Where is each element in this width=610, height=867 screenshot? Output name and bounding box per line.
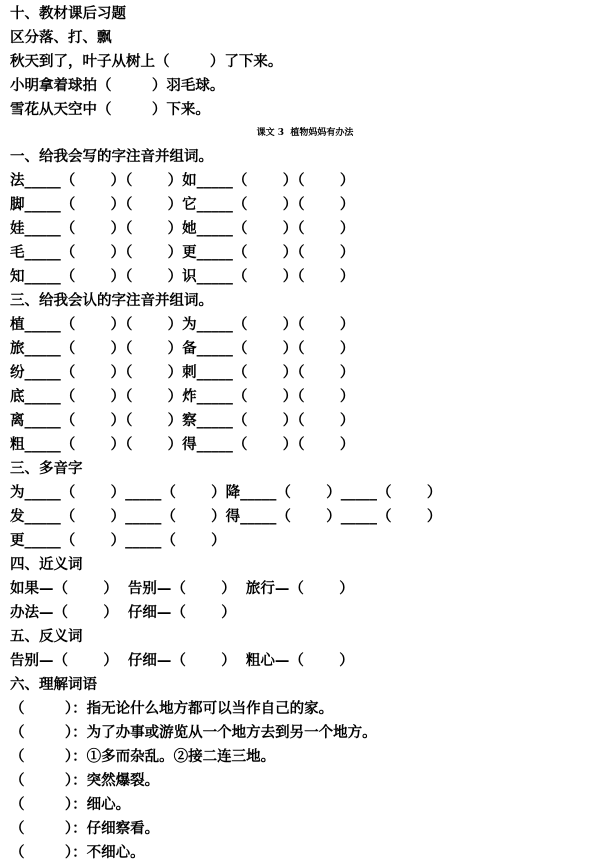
exercise-line: 离_____（ ）（ ）察_____（ ）（ ）	[10, 412, 355, 429]
exercise-line: 旅_____（ ）（ ）备_____（ ）（ ）	[10, 340, 355, 357]
exercise-line: （ ）：细心。	[10, 796, 131, 813]
exercise-line: 纷_____（ ）（ ）刺_____（ ）（ ）	[10, 364, 355, 381]
exercise-title: 区分落、打、飘	[10, 29, 112, 46]
section-heading: 五、反义词	[10, 628, 83, 645]
exercise-line: （ ）：指无论什么地方都可以当作自己的家。	[10, 700, 334, 717]
section-heading: 一、给我会写的字注音并组词。	[10, 148, 213, 165]
exercise-line: 更_____（ ）_____（ ）	[10, 532, 226, 549]
exercise-line: 脚_____（ ）（ ）它_____（ ）（ ）	[10, 196, 355, 213]
exercise-line: 如果—（ ） 告别—（ ） 旅行—（ ）	[10, 580, 354, 597]
exercise-line: 知_____（ ）（ ）识_____（ ）（ ）	[10, 268, 355, 285]
exercise-line: 秋天到了，叶子从树上（ ）了下来。	[10, 53, 283, 70]
exercise-line: 办法—（ ） 仔细—（ ）	[10, 604, 236, 621]
section-heading: 三、给我会认的字注音并组词。	[10, 292, 213, 309]
exercise-line: 为_____（ ）_____（ ）降_____（ ）_____（ ）	[10, 484, 442, 501]
exercise-line: （ ）：仔细察看。	[10, 820, 160, 837]
exercise-line: 底_____（ ）（ ）炸_____（ ）（ ）	[10, 388, 355, 405]
section-heading: 三、多音字	[10, 460, 83, 477]
section-heading: 十、教材课后习题	[10, 5, 126, 22]
exercise-line: 告别—（ ） 仔细—（ ） 粗心—（ ）	[10, 652, 354, 669]
exercise-line: （ ）：突然爆裂。	[10, 772, 160, 789]
exercise-line: 粗_____（ ）（ ）得_____（ ）（ ）	[10, 436, 355, 453]
exercise-line: 法_____（ ）（ ）如_____（ ）（ ）	[10, 172, 355, 189]
section-heading: 六、理解词语	[10, 676, 97, 693]
exercise-line: （ ）：不细心。	[10, 844, 145, 861]
exercise-line: 小明拿着球拍（ ）羽毛球。	[10, 77, 225, 94]
section-heading: 四、近义词	[10, 556, 83, 573]
exercise-line: 雪花从天空中（ ）下来。	[10, 101, 210, 118]
lesson-title: 课文 3 植物妈妈有办法	[256, 128, 354, 138]
exercise-line: 娃_____（ ）（ ）她_____（ ）（ ）	[10, 220, 355, 237]
exercise-line: （ ）：①多而杂乱。②接二连三地。	[10, 748, 276, 765]
exercise-line: 发_____（ ）_____（ ）得_____（ ）_____（ ）	[10, 508, 442, 525]
exercise-line: 毛_____（ ）（ ）更_____（ ）（ ）	[10, 244, 355, 261]
exercise-line: （ ）：为了办事或游览从一个地方去到另一个地方。	[10, 724, 377, 741]
exercise-line: 植_____（ ）（ ）为_____（ ）（ ）	[10, 316, 355, 333]
